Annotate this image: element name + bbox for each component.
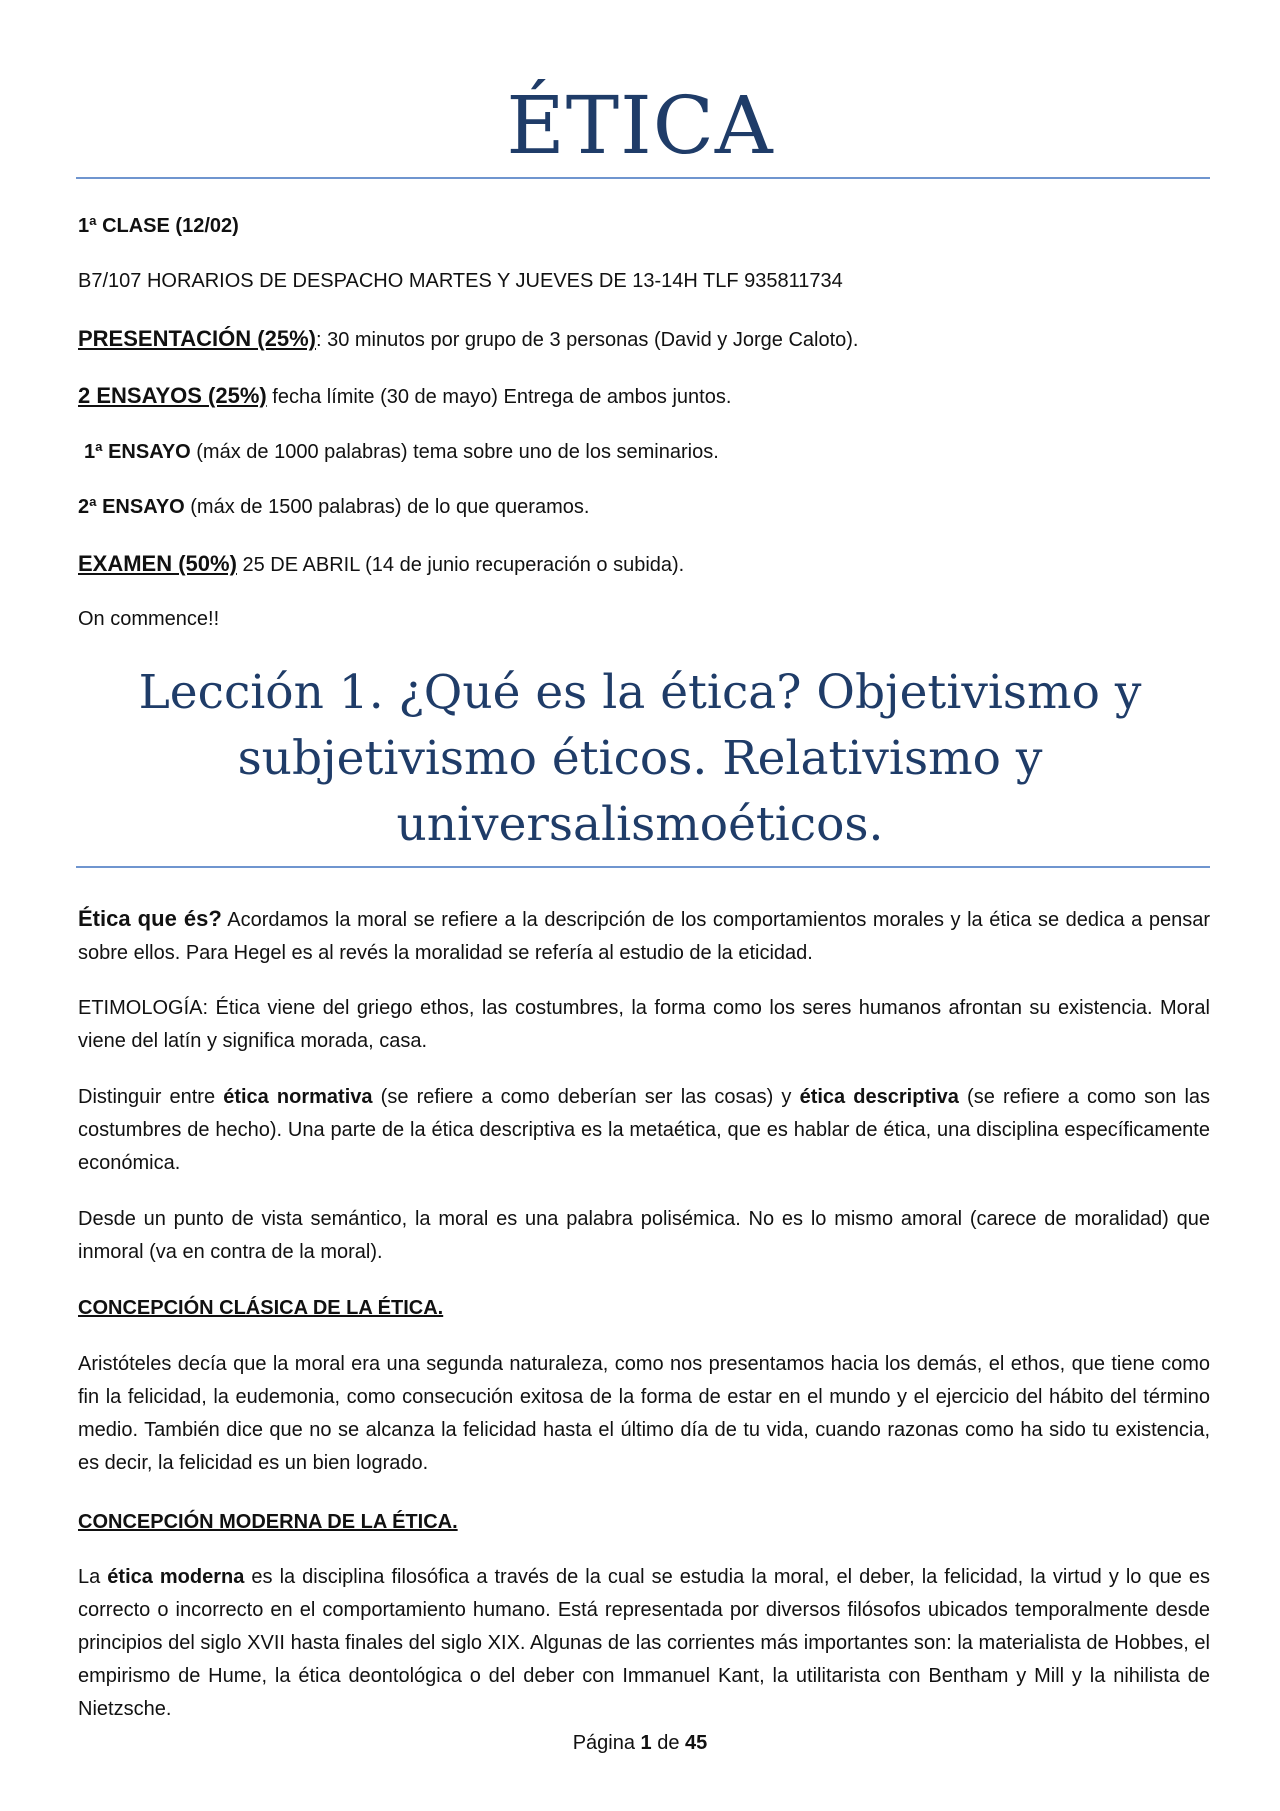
essays-line: 2 ENSAYOS (25%) fecha límite (30 de mayo) Entrega de ambos juntos. (78, 383, 732, 408)
essay1-line: 1ª ENSAYO (máx de 1000 palabras) tema sobre uno de los seminarios. (84, 441, 719, 463)
paragraph-aristotle: Aristóteles decía que la moral era una segunda naturaleza, como nos presentamos hacia los demás, el ethos, que tiene como fin la felicidad, la eudemonia, como consecución exitosa de la forma de estar en el mundo y el ejercicio del hábito del término medio. También dice que no se alcanza la felicidad hasta el último día de tu vida, cuando razonas como ha sido tu existencia, es decir, la felicidad es un bien logrado. (78, 1353, 1210, 1474)
exam-label: EXAMEN (50%) (78, 551, 237, 576)
lesson-heading: Lección 1. ¿Qué es la ética? Objetivismo y subjetivismo éticos. Relativismo y universalismoéticos. (138, 665, 1142, 852)
class-heading: 1ª CLASE (12/02) (78, 215, 239, 237)
presentation-label: PRESENTACIÓN (25%) (78, 326, 316, 351)
title-divider (76, 177, 1210, 179)
current-page: 1 (640, 1732, 652, 1754)
heading-modern-ethics: CONCEPCIÓN MODERNA DE LA ÉTICA. (78, 1511, 458, 1533)
paragraph-what-is-ethics: Ética que és? Acordamos la moral se refiere a la descripción de los comportamientos morales y la ética se dedica a pensar sobre ellos. Para Hegel es al revés la moralidad se refería al estudio de la eticidad. (78, 906, 1210, 964)
total-pages: 45 (685, 1732, 708, 1754)
commence-line: On commence!! (78, 608, 220, 630)
presentation-line: PRESENTACIÓN (25%): 30 minutos por grupo de 3 personas (David y Jorge Caloto). (78, 326, 859, 351)
essay2-line: 2ª ENSAYO (máx de 1500 palabras) de lo que queramos. (78, 496, 590, 518)
essays-label: 2 ENSAYOS (25%) (78, 383, 267, 408)
paragraph-normative-descriptive: Distinguir entre ética normativa (se refiere a como deberían ser las cosas) y ética descriptiva (se refiere a como son las costumbres de hecho). Una parte de la ética descriptiva es la metaética, que es hablar de ética, una disciplina específicamente económica. (78, 1086, 1211, 1174)
office-hours: B7/107 HORARIOS DE DESPACHO MARTES Y JUEVES DE 13-14H TLF 935811734 (78, 270, 843, 292)
paragraph-etymology: ETIMOLOGÍA: Ética viene del griego ethos, las costumbres, la forma como los seres humanos afrontan su existencia. Moral viene del latín y significa morada, casa. (78, 997, 1210, 1052)
paragraph-semantic: Desde un punto de vista semántico, la moral es una palabra polisémica. No es lo mismo amoral (carece de moralidad) que inmoral (va en contra de la moral). (78, 1208, 1210, 1263)
lesson-divider (76, 866, 1210, 868)
exam-line: EXAMEN (50%) 25 DE ABRIL (14 de junio recuperación o subida). (78, 551, 685, 576)
document-title: ÉTICA (506, 79, 774, 172)
paragraph-modern-ethics: La ética moderna es la disciplina filosófica a través de la cual se estudia la moral, el deber, la felicidad, la virtud y lo que es correcto o incorrecto en el comportamiento humano. Está representada por diversos filósofos ubicados temporalmente desde principios del siglo XVII hasta finales del siglo XIX. Algunas de las corrientes más importantes son: la materialista de Hobbes, el empirismo de Hume, la ética deontológica o del deber con Immanuel Kant, la utilitarista con Bentham y Mill y la nihilista de Nietzsche. (78, 1566, 1210, 1720)
heading-classic-ethics: CONCEPCIÓN CLÁSICA DE LA ÉTICA. (78, 1297, 444, 1319)
page-footer: Página 1 de 45 (572, 1732, 708, 1754)
